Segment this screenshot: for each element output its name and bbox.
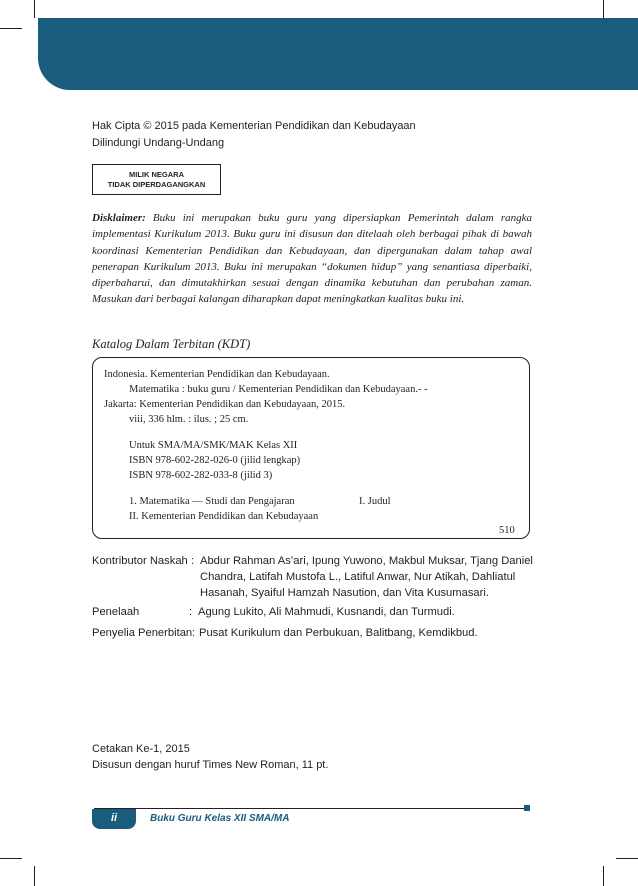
kdt-line: Untuk SMA/MA/SMK/MAK Kelas XII (129, 440, 298, 451)
crop-mark (0, 28, 22, 29)
kontributor-label: Kontributor Naskah (92, 555, 188, 567)
kdt-line: ISBN 978-602-282-033-8 (jilid 3) (129, 470, 273, 481)
disclaimer-text: Buku ini merupakan buku guru yang dipersiapkan Pemerintah dalam rangka implementasi Kurikulum 2013. Buku guru ini disusun dan ditelaah oleh berbagai pihak di bawah koordinasi Kementerian Pendidikan dan Kebudayaan, dan dipergunakan dalam tahap awal penerapan Kurikulum 2013. Buku ini merupakan “dokumen hidup” yang senantiasa diperbaiki, diperbaharui, dan dimutakhirkan sesuai dengan dinamika kebutuhan dan perubahan zaman. Masukan dari berbagai kalangan diharapkan dapat meningkatkan kualitas buku ini. (92, 212, 532, 306)
footer-rule (94, 808, 526, 809)
page-number-tab (92, 809, 136, 829)
kdt-line: II. Kementerian Pendidikan dan Kebudayaan (129, 511, 319, 522)
crop-mark (616, 858, 638, 859)
protected-line: Dilindungi Undang-Undang (92, 137, 225, 149)
kdt-line: I. Judul (359, 496, 391, 507)
kontributor-value: Hasanah, Syaiful Hamzah Nasution, dan Vita Kusumasari. (200, 587, 489, 599)
typeface-note: Disusun dengan huruf Times New Roman, 11 pt. (92, 759, 329, 771)
penyelia-value: Pusat Kurikulum dan Perbukuan, Balitbang, Kemdikbud. (199, 627, 478, 639)
disclaimer-label: Disklaimer: (92, 212, 146, 224)
crop-mark (34, 866, 35, 886)
header-banner (38, 18, 638, 90)
kdt-line: viii, 336 hlm. : ilus. ; 25 cm. (129, 414, 249, 425)
kontributor-value: Abdur Rahman As’ari, Ipung Yuwono, Makbul Muksar, Tjang Daniel (200, 555, 533, 567)
badge-line-2: TIDAK DIPERDAGANGKAN (107, 180, 206, 189)
kontributor-value: Chandra, Latifah Mustofa L., Latiful Anwar, Nur Atikah, Dahliatul (200, 571, 516, 583)
penelaah-label: Penelaah (92, 606, 140, 618)
kdt-line: ISBN 978-602-282-026-0 (jilid lengkap) (129, 455, 301, 466)
penyelia-label: Penyelia Penerbitan (92, 627, 193, 639)
penelaah-value: Agung Lukito, Ali Mahmudi, Kusnandi, dan Turmudi. (198, 606, 455, 618)
penyelia-colon: : (192, 627, 196, 639)
kdt-line: Matematika : buku guru / Kementerian Pendidikan dan Kebudayaan.- - (129, 384, 428, 395)
footer-book-title: Buku Guru Kelas XII SMA/MA (150, 813, 290, 824)
crop-mark (603, 0, 604, 18)
disclaimer-paragraph (92, 210, 532, 308)
print-edition: Cetakan Ke-1, 2015 (92, 743, 190, 755)
kontributor-colon: : (191, 555, 195, 567)
crop-mark (603, 866, 604, 886)
kdt-line: Indonesia. Kementerian Pendidikan dan Kebudayaan. (104, 369, 330, 380)
kdt-line: 1. Matematika — Studi dan Pengajaran (129, 496, 295, 507)
kdt-title: Katalog Dalam Terbitan (KDT) (92, 337, 251, 351)
not-for-sale-badge (92, 164, 221, 195)
kdt-classification: 510 (499, 525, 515, 536)
badge-line-1: MILIK NEGARA (129, 170, 184, 179)
footer-square (524, 805, 530, 811)
penelaah-colon: : (189, 606, 193, 618)
crop-mark (0, 858, 22, 859)
kdt-line: Jakarta: Kementerian Pendidikan dan Kebudayaan, 2015. (104, 399, 346, 410)
crop-mark (34, 0, 35, 18)
page-number: ii (110, 812, 118, 824)
copyright-line: Hak Cipta © 2015 pada Kementerian Pendidikan dan Kebudayaan (92, 120, 416, 132)
